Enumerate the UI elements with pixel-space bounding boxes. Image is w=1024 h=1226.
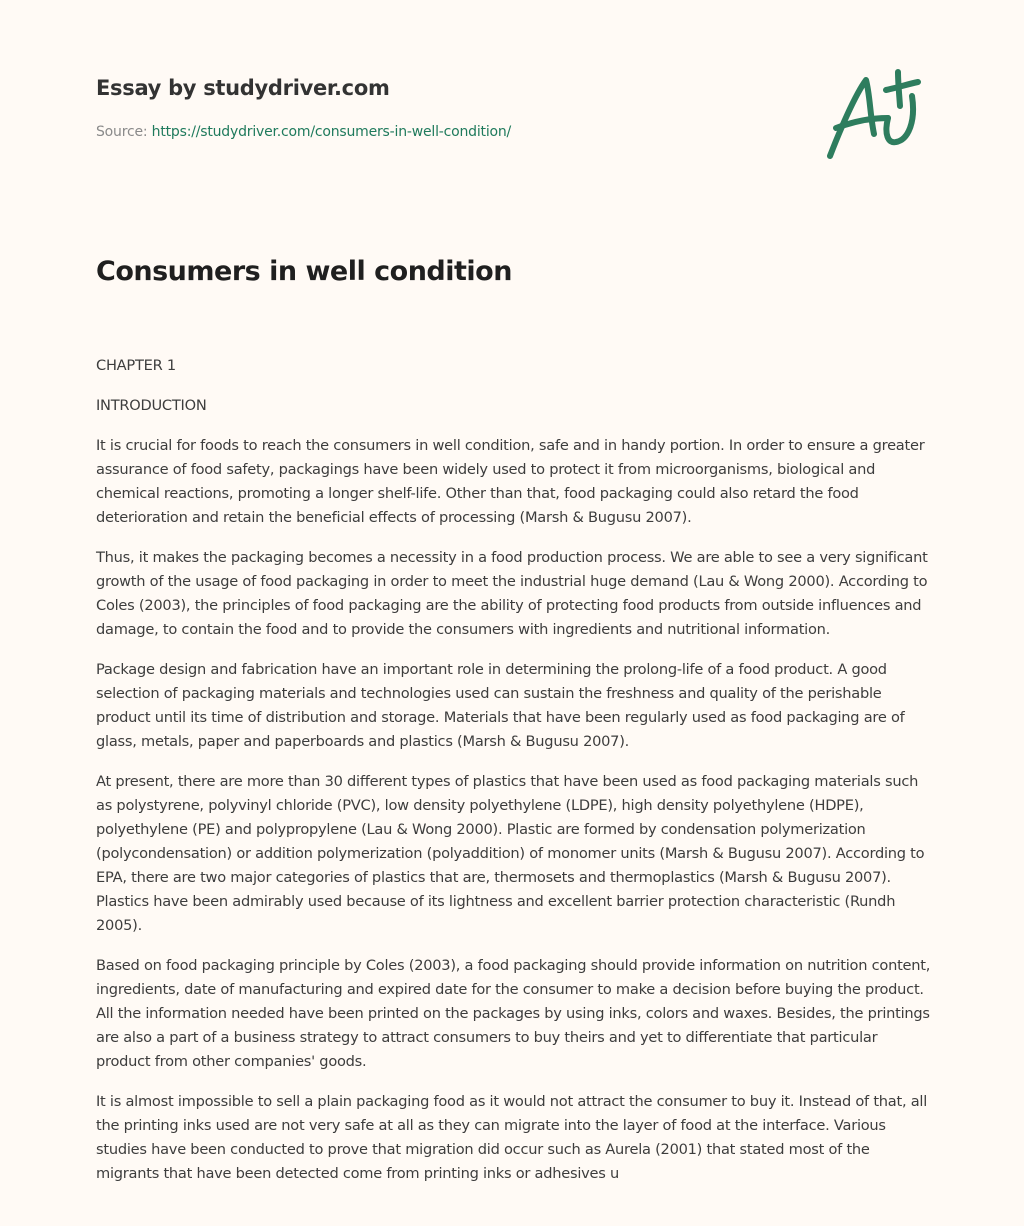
site-brand: Essay by studydriver.com <box>96 76 390 100</box>
paragraph: Package design and fabrication have an important role in determining the prolong-life of a food product. A good selection of packaging materials and technologies used can sustain the freshness and quality of the perishable product until its time of distribution and storage. Materials that have been regularly used as food packaging are of glass, metals, paper and paperboards and plastics (Marsh & Bugusu 2007). <box>96 661 905 750</box>
paragraph: It is almost impossible to sell a plain packaging food as it would not attract the consumer to buy it. Instead of that, all the printing inks used are not very safe at all as they can migrate into the layer of food at the interface. Various studies have been conducted to prove that migration did occur such as Aurela (2001) that stated most of the migrants that have been detected come from printing inks or adhesives u <box>96 1093 928 1182</box>
source-label: Source: <box>96 124 148 140</box>
source-link[interactable]: https://studydriver.com/consumers-in-well-condition/ <box>151 124 512 140</box>
source-line <box>96 124 511 140</box>
section-heading: INTRODUCTION <box>96 397 207 414</box>
chapter-heading: CHAPTER 1 <box>96 357 176 374</box>
essay-body <box>96 354 932 1202</box>
paragraph: Thus, it makes the packaging becomes a necessity in a food production process. We are able to see a very significant growth of the usage of food packaging in order to meet the industrial huge demand (Lau & Wong 2000). According to Coles (2003), the principles of food packaging are the ability of protecting food products from outside influences and damage, to contain the food and to provide the consumers with ingredients and nutritional information. <box>96 549 928 638</box>
a-plus-logo-icon <box>800 60 950 170</box>
paragraph: At present, there are more than 30 different types of plastics that have been used as food packaging materials such as polystyrene, polyvinyl chloride (PVC), low density polyethylene (LDPE), high density polyethylene (HDPE), polyethylene (PE) and polypropylene (Lau & Wong 2000). Plastic are formed by condensation polymerization (polycondensation) or addition polymerization (polyaddition) of monomer units (Marsh & Bugusu 2007). According to EPA, there are two major categories of plastics that are, thermosets and thermoplastics (Marsh & Bugusu 2007). Plastics have been admirably used because of its lightness and excellent barrier protection characteristic (Rundh 2005). <box>96 773 925 934</box>
page-title: Consumers in well condition <box>96 256 512 287</box>
paragraph: Based on food packaging principle by Coles (2003), a food packaging should provide information on nutrition content, ingredients, date of manufacturing and expired date for the consumer to make a decision before buying the product. All the information needed have been printed on the packages by using inks, colors and waxes. Besides, the printings are also a part of a business strategy to attract consumers to buy theirs and yet to differentiate that particular product from other companies' goods. <box>96 957 931 1070</box>
paragraph: It is crucial for foods to reach the consumers in well condition, safe and in handy portion. In order to ensure a greater assurance of food safety, packagings have been widely used to protect it from microorganisms, biological and chemical reactions, promoting a longer shelf-life. Other than that, food packaging could also retard the food deterioration and retain the beneficial effects of processing (Marsh & Bugusu 2007). <box>96 437 925 526</box>
